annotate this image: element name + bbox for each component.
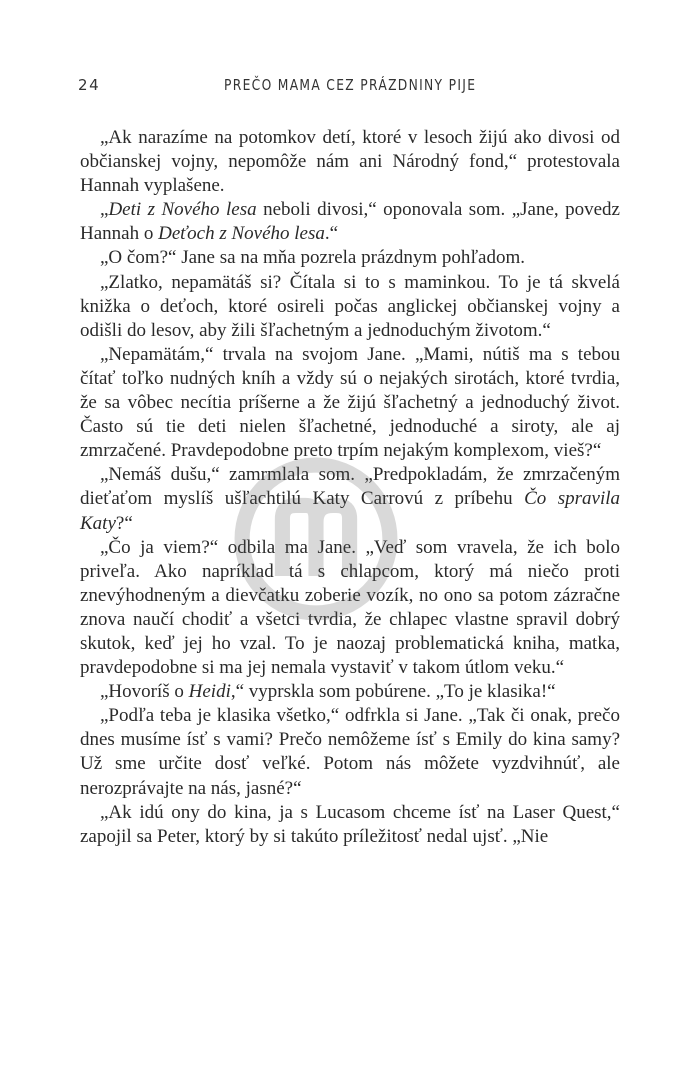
page-number: 24 (78, 76, 101, 94)
paragraph (80, 198, 620, 246)
text-run: ?“ (115, 512, 133, 534)
paragraph (80, 680, 620, 704)
text-run: „Ak narazíme na potomkov detí, ktoré v lesoch žijú ako divosi od občianskej vojny, nepomôže nám ani Národný fond,“ protestovala Hannah vyplašene. (80, 127, 620, 197)
italic-title: Deťoch z Nového lesa (158, 223, 325, 245)
paragraph (80, 463, 620, 535)
text-run: „Nepamätám,“ trvala na svojom Jane. „Mami, nútiš ma s tebou čítať toľko nudných kníh a vždy sú o nejakých sirotách, ktoré tvrdia, že sa vôbec necítia príšerne a že žijú šľachetný a jednoduchý život. Často sú tie deti nielen šľachetné, jednoduché a siroty, ale aj zmrzačené. Pravdepodobne preto trpím nejakým komplexom, vieš?“ (80, 343, 620, 462)
text-run: „O čom?“ Jane sa na mňa pozrela prázdnym pohľadom. (100, 247, 526, 269)
text-run: „Nemáš dušu,“ zamrmlala som. „Predpokladám, že zmrzačeným dieťaťom myslíš ušľachtilú Katy Carrovú z príbehu (80, 464, 620, 510)
paragraph (80, 536, 620, 681)
text-run: neboli divosi,“ oponovala som. „Jane, povedz Hannah o (80, 199, 620, 245)
body-text (80, 126, 620, 849)
text-run: „Čo ja viem?“ odbila ma Jane. „Veď som vravela, že ich bolo priveľa. Ako napríklad tá s chlapcom, ktorý má niečo proti znevýhodneným a dievčatku zoberie vozík, no ono sa potom zázračne znova naučí chodiť a všetci tvrdia, že chlapec vlastne spravil dobrý skutok, keď jej ho vzal. To je naozaj problematická kniha, matka, pravdepodobne si ma jej nemala vystaviť v takom útlom veku.“ (80, 536, 620, 679)
paragraph (80, 704, 620, 800)
text-run: .“ (324, 223, 339, 245)
text-run: ,“ vyprskla som pobúrene. „To je klasika!“ (230, 681, 556, 703)
text-run: „Podľa teba je klasika všetko,“ odfrkla si Jane. „Tak či onak, prečo dnes musíme ísť s vami? Prečo nemôžeme ísť s Emily do kina samy? Už sme určite dosť veľké. Potom nás môžete vyzdvihnúť, ale nerozprávajte na nás, jasné?“ (80, 705, 620, 799)
italic-title: Deti z Nového lesa (108, 199, 257, 221)
paragraph (80, 801, 620, 849)
italic-title: Čo spravila Katy (80, 488, 621, 534)
running-header (78, 76, 618, 100)
paragraph (80, 343, 620, 463)
text-run: „Hovoríš o (100, 681, 189, 703)
text-run: „ (100, 199, 109, 221)
paragraph (80, 271, 620, 343)
paragraph (80, 246, 620, 270)
text-run: „Zlatko, nepamätáš si? Čítala si to s maminkou. To je tá skvelá knižka o deťoch, ktoré osireli počas anglickej občianskej vojny a odišli do lesov, aby žili šľachetným a jednoduchým životom.“ (80, 271, 620, 341)
paragraph (80, 126, 620, 198)
italic-title: Heidi (188, 681, 231, 703)
text-run: „Ak idú ony do kina, ja s Lucasom chceme ísť na Laser Quest,“ zapojil sa Peter, ktorý by si takúto príležitosť nedal ujsť. „Nie (80, 801, 620, 847)
running-title: PREČO MAMA CEZ PRÁZDNINY PIJE (224, 76, 477, 94)
